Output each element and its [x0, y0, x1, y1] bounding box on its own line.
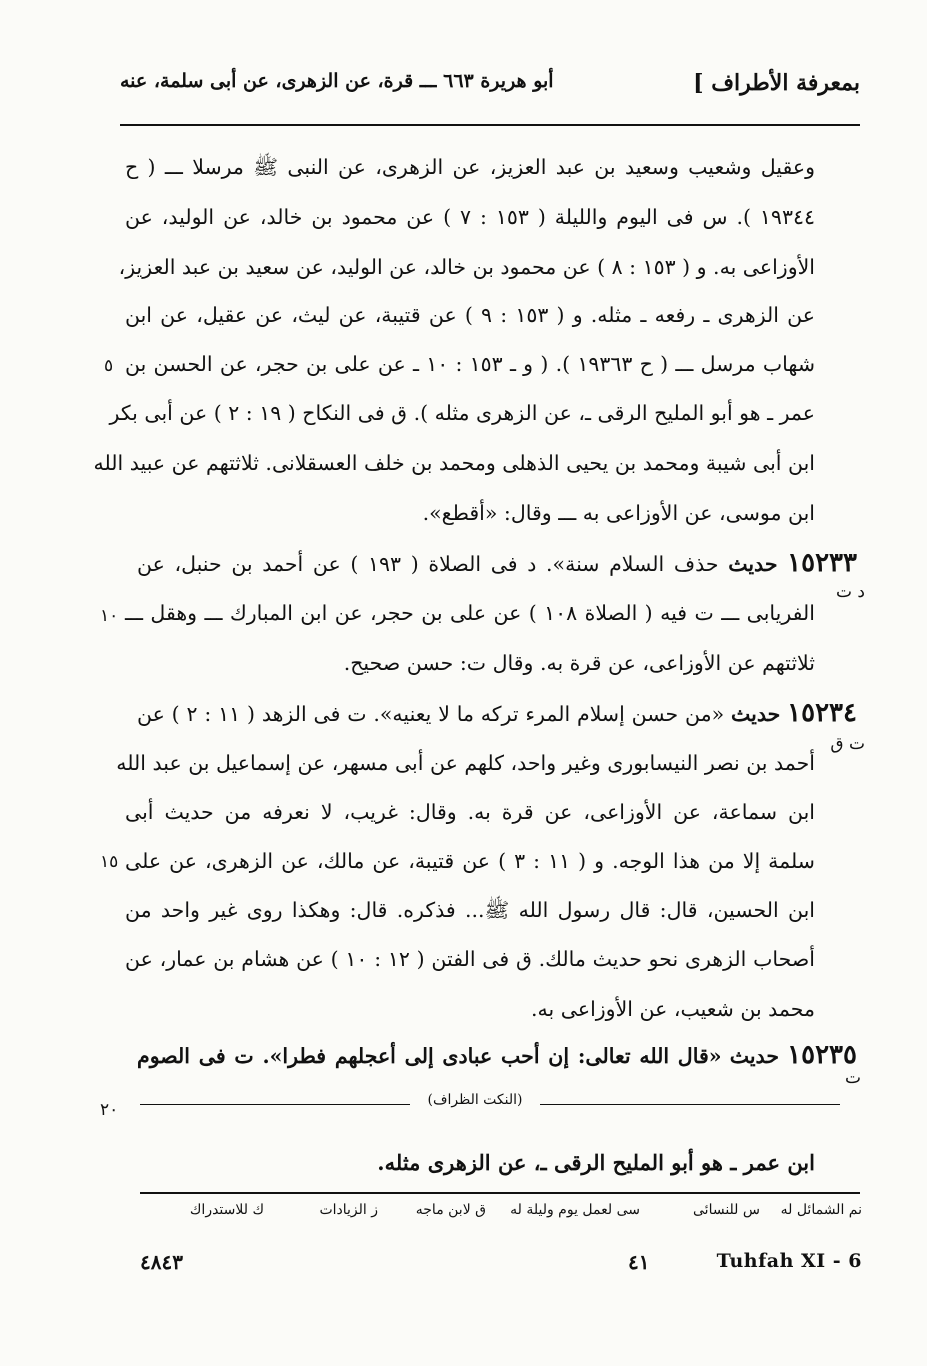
legend-item: سى لعمل يوم وليلة له — [510, 1202, 640, 1218]
footnote-separator-label: (النكت الظراف) — [410, 1092, 540, 1108]
header-rule — [120, 124, 860, 126]
legend-item: ق لابن ماجه — [415, 1202, 486, 1218]
entry-number: ١٥٢٣٥ — [787, 1040, 857, 1070]
margin-line-number: ٢٠ — [100, 1100, 119, 1120]
body-line: ثلاثتهم عن الأوزاعى، عن قرة به. وقال ت: حسن صحيح. — [343, 651, 815, 675]
legend-item: ك للاستدراك — [189, 1202, 264, 1218]
body-line: شهاب مرسل ـــ ( ح ١٩٣٦٣ ). ( و ـ ١٥٣ : ١٠ ـ عن على بن حجر، عن الحسن بن — [125, 352, 815, 376]
legend-item: ز الزيادات — [319, 1202, 378, 1218]
body-line: عن الزهرى ـ رفعه ـ مثله. و ( ١٥٣ : ٩ ) عن قتيبة، عن ليث، عن عقيل، عن ابن — [125, 303, 815, 327]
body-line: ابن أبى شيبة ومحمد بن يحيى الذهلى ومحمد بن خلف العسقلانى. ثلاثتهم عن عبيد الله — [93, 451, 815, 475]
margin-line-number: ٥ — [104, 356, 114, 376]
running-header — [120, 70, 860, 104]
legend-rule — [140, 1192, 860, 1194]
body-line: عمر ـ هو أبو المليح الرقى ـ، عن الزهرى مثله ). ق فى النكاح ( ١٩ : ٢ ) عن أبى بكر — [109, 401, 815, 425]
entry-sigla: ت ق — [830, 734, 865, 754]
body-line: ابن موسى، عن الأوزاعى به ـــ وقال: «أقطع». — [422, 501, 815, 525]
body-line: أصحاب الزهرى نحو حديث مالك. ق فى الفتن ( ١٢ : ١٠ ) عن هشام بن عمار، عن — [125, 947, 816, 971]
entry-label: حديث — [729, 1044, 779, 1068]
body-line: ابن سماعة، عن الأوزاعى، عن قرة به. وقال: غريب، لا نعرفه من حديث أبى — [125, 800, 815, 824]
entry-sigla: ت — [844, 1068, 861, 1088]
margin-line-number: ١٥ — [100, 852, 119, 872]
entry-number: ١٥٢٣٤ — [787, 698, 857, 728]
page-number: ٤١ — [628, 1250, 650, 1274]
entry-heading-line — [137, 548, 857, 578]
legend-item: نم الشمائل له — [780, 1202, 862, 1218]
body-line: ١٩٣٤٤ ). س فى اليوم والليلة ( ١٥٣ : ٧ ) عن محمود بن خالد، عن الوليد، عن — [125, 205, 815, 229]
entry-text: «من حسن إسلام المرء تركه ما لا يعنيه». ت فى الزهد ( ١١ : ٢ ) عن — [137, 702, 725, 726]
entry-heading-line — [137, 1040, 857, 1070]
body-line: الأوزاعى به. و ( ١٥٣ : ٨ ) عن محمود بن خالد، عن الوليد، عن سعيد بن عبد العزيز، — [118, 255, 815, 279]
legend-item: س للنسائى — [693, 1202, 760, 1218]
body-line: وعقيل وشعيب وسعيد بن عبد العزيز، عن الزهرى، عن النبى ﷺ مرسلا ـــ ( ح — [125, 155, 815, 179]
body-line: سلمة إلا من هذا الوجه. و ( ١١ : ٣ ) عن قتيبة، عن مالك، عن الزهرى، عن على — [125, 849, 815, 873]
footnote-text: ابن عمر ـ هو أبو المليح الرقى ـ، عن الزهرى مثله. — [377, 1150, 815, 1175]
header-chain-title: أبو هريرة ٦٦٣ ـــ قرة، عن الزهرى، عن أبى سلمة، عنه — [120, 70, 554, 92]
body-line: ابن الحسين، قال: قال رسول الله ﷺ... فذكره. قال: وهكذا روى غير واحد من — [125, 898, 815, 922]
volume-signature: Tuhfah XI - 6 — [716, 1250, 862, 1272]
body-line: محمد بن شعيب، عن الأوزاعى به. — [531, 997, 815, 1021]
entry-sigla: د ت — [836, 582, 865, 602]
body-line: أحمد بن نصر النيسابورى وغير واحد، كلهم عن أبى مسهر، عن إسماعيل بن عبد الله — [116, 751, 815, 775]
entry-label: حديث — [728, 552, 778, 576]
sigla-legend — [140, 1202, 862, 1232]
entry-text: «قال الله تعالى: إن أحب عبادى إلى أعجلهم فطرا». ت فى الصوم — [137, 1044, 722, 1068]
page-footer — [140, 1250, 862, 1280]
entry-heading-line — [137, 698, 857, 728]
body-line: الفريابى ـــ ت فيه ( الصلاة ١٠٨ ) عن على بن حجر، عن ابن المبارك ـــ وهقل ـــ — [125, 601, 815, 625]
entry-text: حذف السلام سنة». د فى الصلاة ( ١٩٣ ) عن أحمد بن حنبل، عن — [137, 552, 719, 576]
margin-line-number: ١٠ — [100, 606, 119, 626]
header-section-title: بمعرفة الأطراف ] — [693, 70, 860, 96]
entry-label: حديث — [731, 702, 781, 726]
entry-number: ١٥٢٣٣ — [787, 548, 857, 578]
page-code: ٤٨٤٣ — [140, 1250, 183, 1274]
